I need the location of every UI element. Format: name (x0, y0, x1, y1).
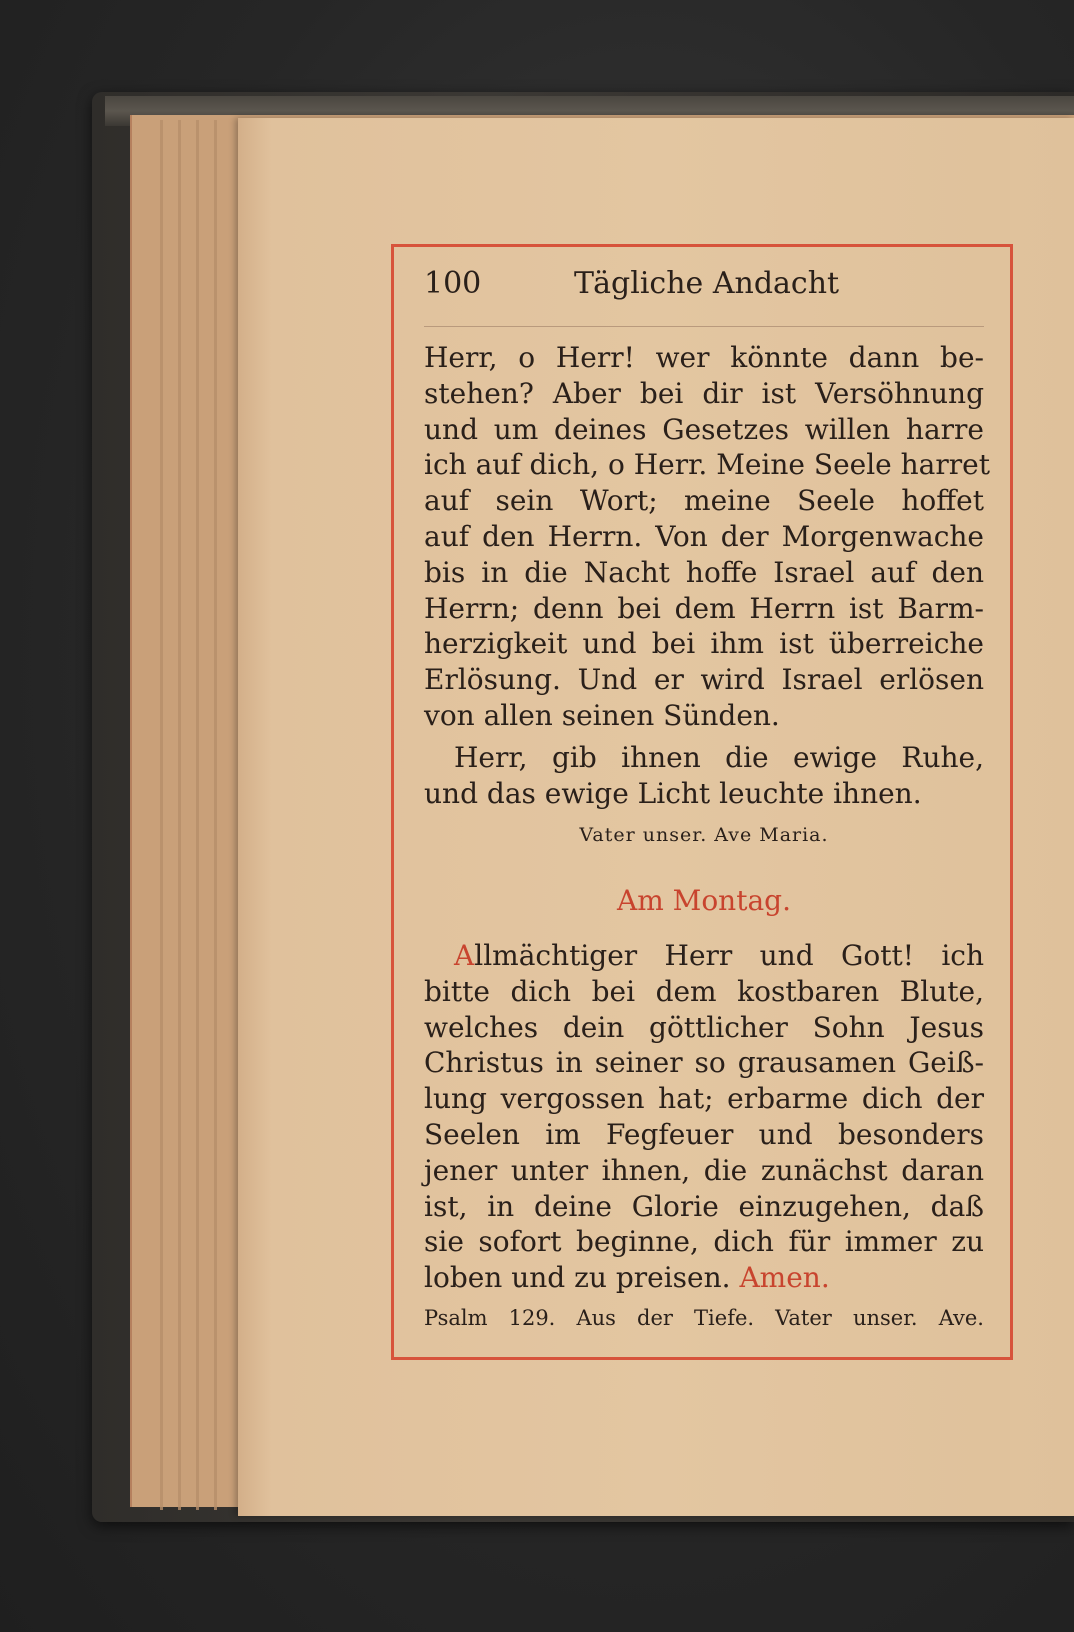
text-line: sie sofort beginne, dich für immer zu (424, 1225, 984, 1259)
text-line: ist, in deine Glorie einzugehen, daß (424, 1189, 984, 1223)
running-header (424, 266, 984, 306)
text-line: bitte dich bei dem kostbaren Blute, (424, 974, 984, 1008)
page-edge (160, 120, 163, 1510)
text-line (424, 1260, 984, 1296)
red-amen: Amen. (739, 1261, 830, 1295)
text-line: und das ewige Licht leuchte ihnen. (424, 776, 922, 810)
text-line: stehen? Aber bei dir ist Versöhnung (424, 376, 984, 410)
text-line: Herr, gib ihnen die ewige Ruhe, (454, 741, 984, 774)
paragraph-monday (424, 938, 984, 1296)
text-line: auf sein Wort; meine Seele hoffet (424, 484, 984, 518)
text-line: und um deines Gesetzes willen harre (424, 412, 984, 446)
text-line: Christus in seiner so grausamen Geiß- (424, 1046, 984, 1080)
page-edge (178, 120, 181, 1510)
running-title: Tägliche Andacht (574, 266, 840, 301)
text-line: lung vergossen hat; erbarme dich der (424, 1082, 984, 1116)
text-line: auf den Herrn. Von der Morgenwache (424, 519, 984, 553)
text-line: Herr, o Herr! wer könnte dann be- (424, 341, 984, 374)
text-line: welches dein göttlicher Sohn Jesus (424, 1010, 984, 1044)
text-line: Herrn; denn bei dem Herrn ist Barm- (424, 591, 984, 625)
text-line: herzigkeit und bei ihm ist überreiche (424, 627, 984, 661)
header-rule (424, 326, 984, 327)
page-edge (196, 120, 199, 1510)
page-edge (214, 120, 217, 1510)
paragraph-requiem (424, 740, 984, 812)
text-line (424, 938, 984, 974)
text-line: Seelen im Fegfeuer und besonders (424, 1117, 984, 1151)
prayer-caption: Vater unser. Ave Maria. (579, 824, 829, 846)
text-line: bis in die Nacht hoffe Israel auf den (424, 555, 984, 589)
text-line: jener unter ihnen, die zunächst daran (424, 1153, 984, 1187)
page-number: 100 (424, 266, 482, 301)
text-line-main: loben und zu preisen. (424, 1261, 731, 1295)
section-heading: Am Montag. (616, 884, 791, 917)
red-initial: A (454, 939, 475, 972)
text-line: ich auf dich, o Herr. Meine Seele harret (424, 448, 990, 482)
page-footer: Psalm 129. Aus der Tiefe. Vater unser. Ave. (424, 1306, 984, 1330)
text-line: Erlösung. Und er wird Israel erlösen (424, 663, 984, 697)
paragraph-psalm (424, 340, 990, 734)
text-line-rest: llmächtiger Herr und Gott! ich (474, 939, 984, 972)
text-line: von allen seinen Sünden. (424, 698, 780, 732)
